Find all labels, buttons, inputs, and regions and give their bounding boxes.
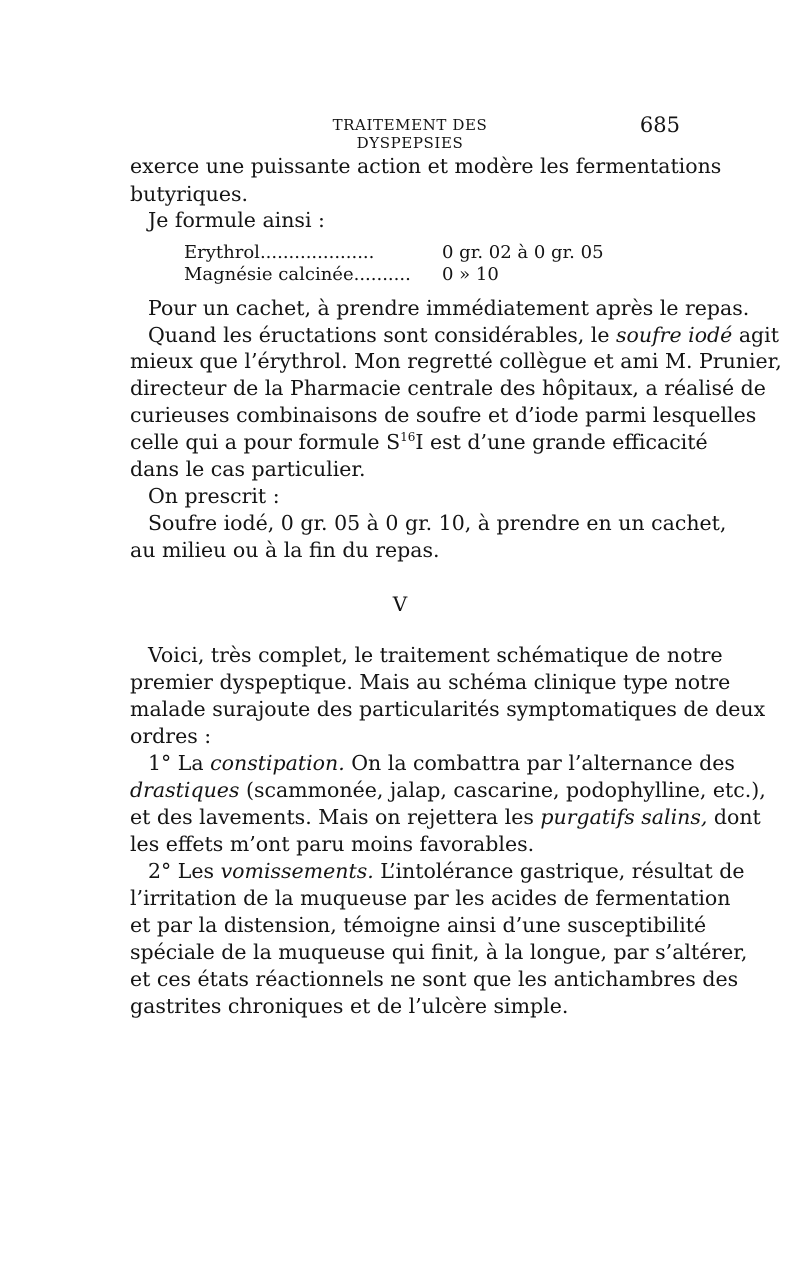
text-line: 1° La constipation. On la combattra par l’alternance des — [148, 751, 735, 775]
emphasis: drastiques — [130, 778, 240, 802]
running-title: TRAITEMENT DES DYSPEPSIES — [332, 116, 488, 152]
text-line: mieux que l’érythrol. Mon regretté collègue et ami M. Prunier, — [130, 349, 782, 373]
text-line: l’irritation de la muqueuse par les acides de fermentation — [130, 886, 731, 910]
prescription-item: Magnésie calcinée.......... — [184, 264, 411, 285]
emphasis: constipation. — [210, 751, 345, 775]
running-head — [130, 113, 680, 152]
text-line: gastrites chroniques et de l’ulcère simple. — [130, 994, 569, 1018]
superscript: 16 — [400, 430, 416, 445]
text-line: spéciale de la muqueuse qui finit, à la longue, par s’altérer, — [130, 940, 748, 964]
prescription-qty: 0 » 10 — [442, 264, 499, 285]
text-line: Soufre iodé, 0 gr. 05 à 0 gr. 10, à prendre en un cachet, — [148, 511, 727, 535]
text-line: ordres : — [130, 724, 212, 748]
text-line: exerce une puissante action et modère les fermentations — [130, 154, 722, 178]
text-line: Voici, très complet, le traitement schématique de notre — [148, 643, 723, 667]
text-line: celle qui a pour formule $S^{16}I$ est d’une grande efficacité — [130, 430, 708, 454]
prescription-item: Erythrol.................... — [184, 242, 375, 263]
text-line: dans le cas particulier. — [130, 457, 366, 481]
prescription-qty: 0 gr. 02 à 0 gr. 05 — [442, 242, 604, 263]
text-line: premier dyspeptique. Mais au schéma clinique type notre — [130, 670, 731, 694]
text-line: curieuses combinaisons de soufre et d’iode parmi lesquelles — [130, 403, 757, 427]
prescription-row — [184, 264, 584, 286]
emphasis: soufre iodé — [616, 323, 733, 347]
text-line: et par la distension, témoigne ainsi d’une susceptibilité — [130, 913, 707, 937]
text-line: Quand les éructations sont considérables, le soufre iodé agit — [148, 323, 779, 347]
text-line: drastiques (scammonée, jalap, cascarine, podophylline, etc.), — [130, 778, 766, 802]
emphasis: purgatifs salins, — [540, 805, 708, 829]
text-line: au milieu ou à la fin du repas. — [130, 538, 440, 562]
text-line: Pour un cachet, à prendre immédiatement après le repas. — [148, 296, 750, 320]
prescription-row — [184, 242, 604, 264]
text-line: malade surajoute des particularités symptomatiques de deux — [130, 697, 766, 721]
text-line: les effets m’ont paru moins favorables. — [130, 832, 535, 856]
text-line: 2° Les vomissements. L’intolérance gastrique, résultat de — [148, 859, 745, 883]
section-heading: V — [392, 592, 408, 616]
text-line: On prescrit : — [148, 484, 280, 508]
text-line: et des lavements. Mais on rejettera les purgatifs salins, dont — [130, 805, 761, 829]
page-number: 685 — [639, 113, 680, 137]
text-line: directeur de la Pharmacie centrale des hôpitaux, a réalisé de — [130, 376, 766, 400]
text-line: butyriques. — [130, 182, 248, 206]
emphasis: vomissements. — [220, 859, 374, 883]
text-line: et ces états réactionnels ne sont que les antichambres des — [130, 967, 739, 991]
text-line: Je formule ainsi : — [148, 208, 325, 232]
